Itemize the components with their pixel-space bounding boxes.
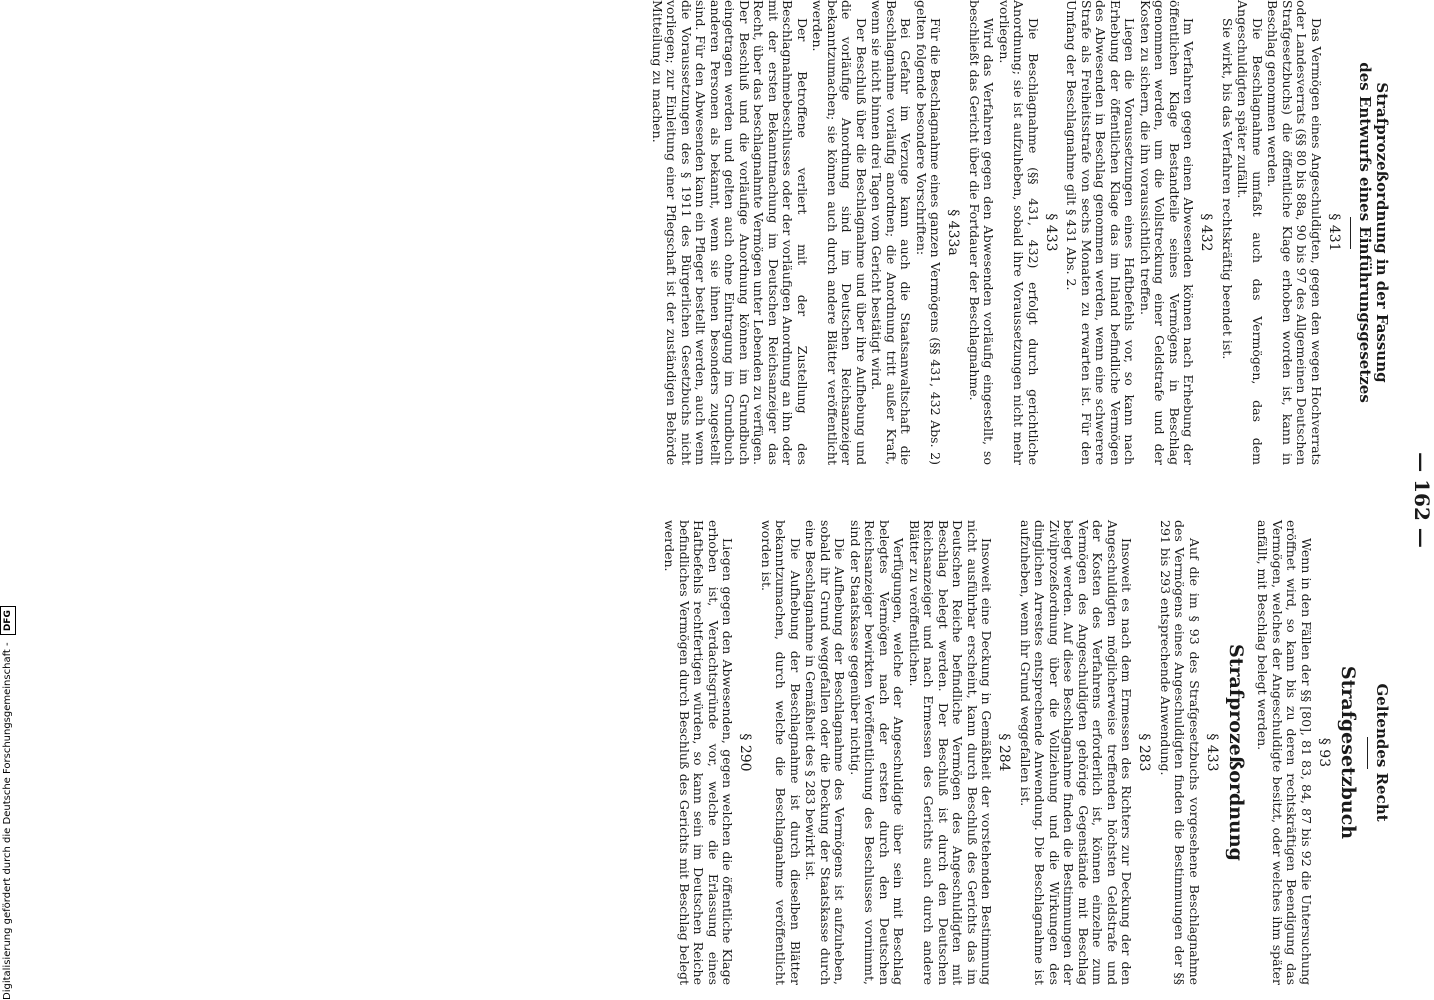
paragraph: Der Betroffene verliert mit der Zustellung des Beschlagnahmebeschlusses oder der vorläufigen Anordnung an ihn oder mit der ersten Bekanntmachung im Deutschen Reichsanzeiger das Recht, über das beschlagnahmte Vermögen unter Lebenden zu verfügen. Der Beschluß und die vorläufige Anordnung können im Grundbuch eingetragen werden und gelten auch ohne Eintragung im Grundbuch anderen Personen als bekannt, wenn sie ihnen besonders zugestellt sind. Für den Abwesenden kann ein Pfleger bestellt werden, auch wenn die Voraussetzungen des § 1911 des Bürgerlichen Gesetzbuchs nicht vorliegen; zur Einleitung einer Pflegschaft ist der zuständigen Behörde Mitteilung zu machen. xyxy=(650,0,810,465)
section-284: § 284 xyxy=(996,733,1013,772)
paragraph: Insoweit eine Deckung in Gemäßheit der vorstehenden Bestimmung nicht ausführbar erscheint, kann durch Beschluß des Gerichts das im Deutschen Reiche befindliche Vermögen des Angeschuldigten mit Beschlag belegt werden. Der Beschluß ist durch den Deutschen Reichsanzeiger und nach Ermessen des Gerichts auch durch andere Blätter zu veröffentlichen. xyxy=(907,520,995,985)
section-93: § 93 xyxy=(1316,737,1332,768)
paragraph: Der Beschluß über die Beschlagnahme und über ihre Aufhebung und die vorläufige Anordnung sind im Deutschen Reichsanzeiger bekanntzumachen; sie können auch durch andere Blätter veröffentlicht werden. xyxy=(810,0,869,465)
footer-text: Digitalisierung gefördert durch die Deutsche Forschungsgemeinschaft - xyxy=(2,642,13,1000)
law-heading-strafgesetzbuch: Strafgesetzbuch xyxy=(1337,665,1359,840)
paragraph: Die Beschlagnahme umfaßt auch das Vermögen, das dem Angeschuldigten später zufällt. xyxy=(1235,0,1265,465)
paragraph: Verfügungen, welche der Angeschuldigte über sein mit Beschlag belegtes Vermögen nach der ersten durch den Deutschen Reichsanzeiger bewirkten Veröffentlichung des Beschlusses vornimmt, sind der Staatskasse gegenüber nichtig. xyxy=(848,520,907,985)
section-432: § 432 xyxy=(1198,213,1215,252)
paragraph: Die Aufhebung der Beschlagnahme des Vermögens ist aufzuheben, sobald ihr Grund weggefallen oder die Deckung der Staatskasse durch eine Beschlagnahme in Gemäßheit des § 283 bewirkt ist. xyxy=(803,520,848,985)
left-title-line1: Strafprozeßordnung in der Fassung xyxy=(1373,82,1391,383)
law-heading-strafprozessordnung: Strafprozeßordnung xyxy=(1225,644,1247,861)
section-283: § 283 xyxy=(1136,733,1153,772)
paragraph: Die Aufhebung der Beschlagnahme ist durch dieselben Blätter bekanntzumachen, durch welche die Beschlagnahme veröffentlicht worden ist. xyxy=(759,520,803,985)
section-431: § 431 xyxy=(1326,213,1342,252)
paragraph: Im Verfahren gegen einen Abwesenden können nach Erhebung der öffentlichen Klage Bestandteile seines Vermögens in Beschlag genommen werden, um die Vollstreckung einer Geldstrafe und der Kosten zu sichern, die ihn voraussichtlich treffen. xyxy=(1138,0,1197,465)
paragraph: Wenn in den Fällen der §§ [80], 81 83, 84, 87 bis 92 die Untersuchung eröffnet wird, so kann bis zu deren rechtskräftigen Beendigung das Vermögen, welches der Angeschuldigte besitzt, oder welches ihm später anfällt, mit Beschlag belegt werden. xyxy=(1255,520,1314,985)
paragraph: Bei Gefahr im Verzuge kann auch die Staatsanwaltschaft die Beschlagnahme vorläufig anordnen; die Anordnung tritt außer Kraft, wenn sie nicht binnen drei Tagen vom Gericht bestätigt wird. xyxy=(869,0,914,465)
paragraph: Insoweit es nach dem Ermessen des Richters zur Deckung der den Angeschuldigten möglicherweise treffenden höchsten Geldstrafe und der Kosten des Verfahrens erforderlich ist, können einzelne zum Vermögen des Angeschuldigten gehörige Gegenstände mit Beschlag belegt werden. Auf diese Beschlagnahme finden die Bestimmungen der Zivilprozeßordnung über die Vollziehung und die Wirkungen des dinglichen Arrestes entsprechende Anwendung. Die Beschlagnahme ist aufzuheben, wenn ihr Grund weggefallen ist. xyxy=(1018,520,1135,985)
paragraph: Auf die im § 93 des Strafgesetzbuchs vorgesehene Beschlagnahme des Vermögens eines Angeschuldigten finden die Bestimmungen der §§ 291 bis 293 entsprechende Anwendung. xyxy=(1158,520,1202,985)
paragraph: Das Vermögen eines Angeschuldigten, gegen den wegen Hochverrats oder Landesverrats (§§ 80 bis 88a, 90 bis 97 des Allgemeinen Deutschen Strafgesetzbuchs) die öffentliche Klage erhoben worden ist, kann in Beschlag genommen werden. xyxy=(1265,0,1324,465)
dfg-logo: DFG xyxy=(0,606,16,635)
paragraph: Sie wirkt, bis das Verfahren rechtskräftig beendet ist. xyxy=(1220,18,1235,360)
section-290: § 290 xyxy=(737,733,754,772)
digitization-footer xyxy=(0,400,18,1000)
section-433a: § 433a xyxy=(945,209,962,256)
paragraph: Für die Beschlagnahme eines ganzen Vermögens (§§ 431, 432 Abs. 2) gelten folgende besondere Vorschriften: xyxy=(914,0,944,465)
left-column xyxy=(649,0,1391,465)
section-433-current: § 433 xyxy=(1204,733,1220,772)
divider xyxy=(1350,217,1351,249)
page-number: — 162 — xyxy=(1410,452,1434,548)
section-433: § 433 xyxy=(1043,213,1059,252)
left-title-line2: des Entwurfs eines Einführungsgesetzes xyxy=(1356,62,1374,403)
paragraph: Die Beschlagnahme (§§ 431, 432) erfolgt durch gerichtliche Anordnung; sie ist aufzuheben, sobald ihre Voraussetzungen nicht mehr vorliegen. xyxy=(997,0,1041,465)
paragraph: Liegen gegen den Abwesenden, gegen welchen die öffentliche Klage erhoben ist, Verdachtsgründe vor, welche die Erlassung eines Haftbefehls rechtfertigen würden, so kann sein im Deutschen Reiche befindliches Vermögen durch Beschluß des Gerichts mit Beschlag belegt werden. xyxy=(662,520,736,985)
divider xyxy=(1367,737,1368,769)
paragraph: Liegen die Voraussetzungen eines Haftbefehls vor, so kann nach Erhebung der öffentlichen Klage das im Inland befindliche Vermögen des Abwesenden in Beschlag genommen werden, wenn eine schwerere Strafe als Freiheitsstrafe von sechs Monaten zu erwarten ist. Für den Umfang der Beschlagnahme gilt § 431 Abs. 2. xyxy=(1064,0,1138,465)
right-column xyxy=(661,520,1390,985)
paragraph: Wird das Verfahren gegen den Abwesenden vorläufig eingestellt, so beschließt das Gericht über die Fortdauer der Beschlagnahme. xyxy=(967,0,997,465)
right-title: Geltendes Recht xyxy=(1373,683,1391,822)
